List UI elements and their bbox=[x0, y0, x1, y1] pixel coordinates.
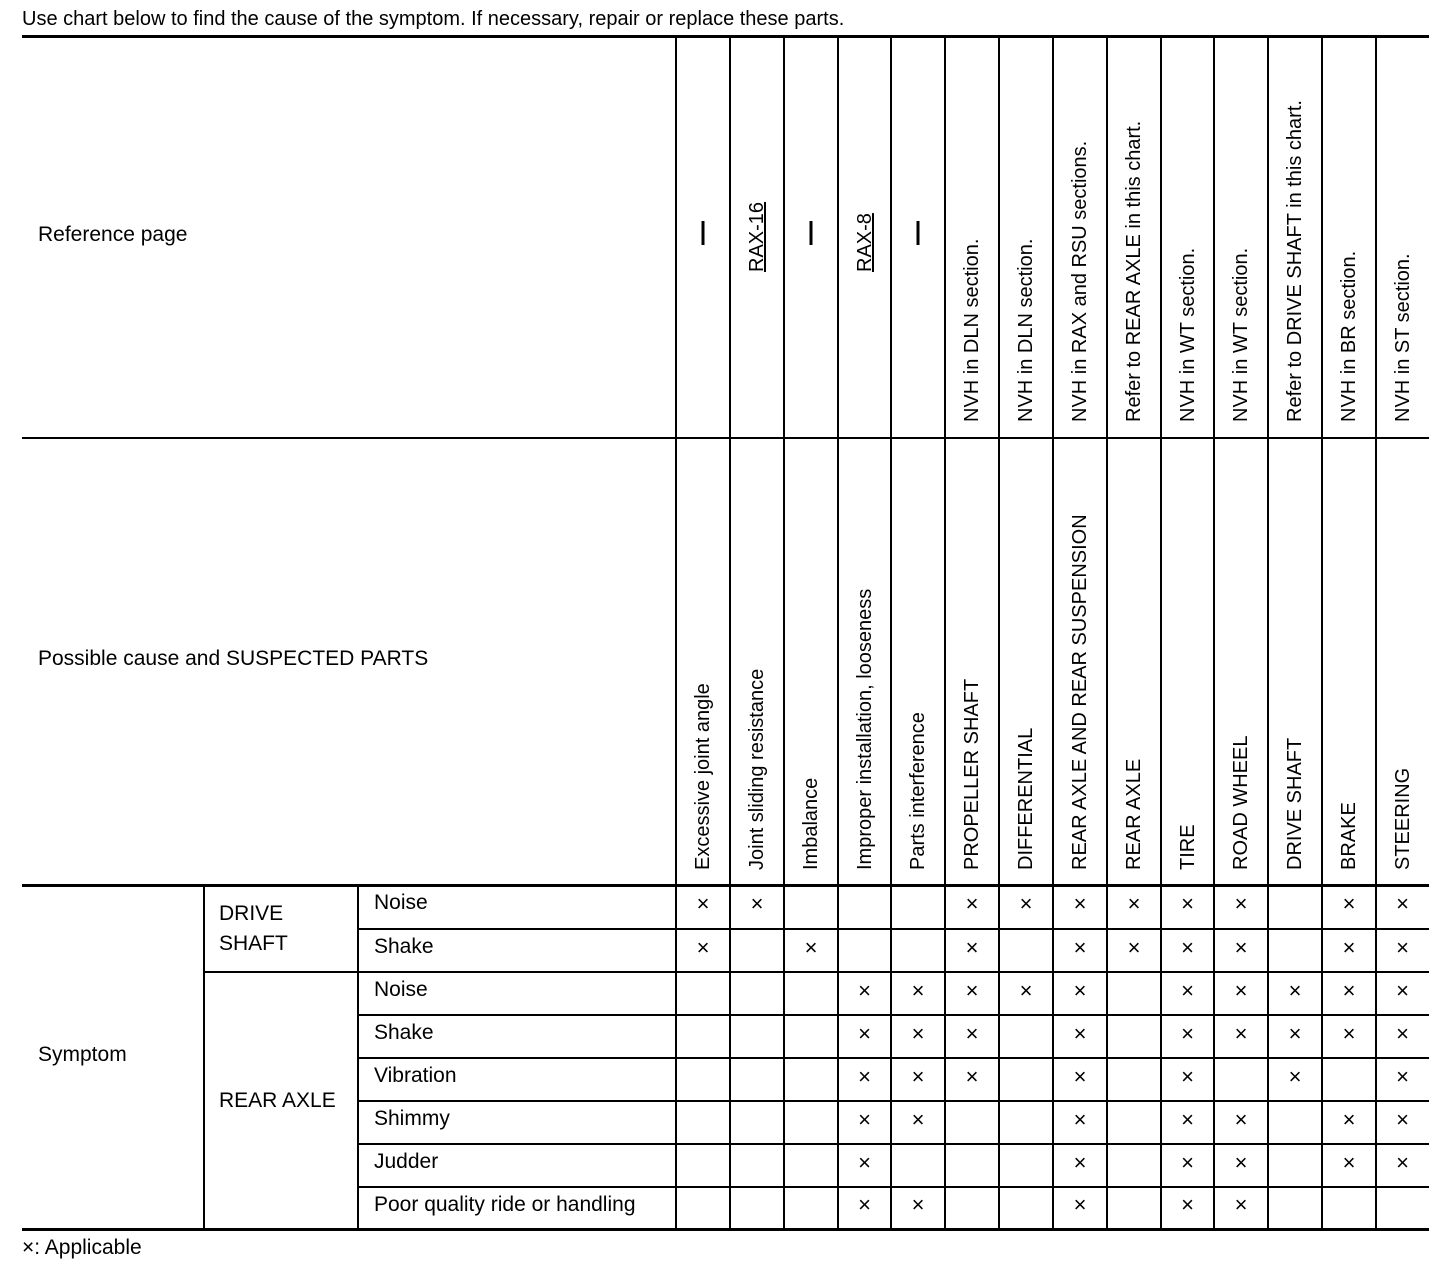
column-rule bbox=[890, 36, 892, 1229]
reference-text: NVH in ST section. bbox=[1391, 253, 1414, 422]
cause-text: Parts interference bbox=[907, 712, 929, 870]
applicable-mark: × bbox=[1073, 1149, 1087, 1175]
applicable-mark: × bbox=[1181, 1063, 1194, 1089]
cause-text: TIRE bbox=[1176, 824, 1199, 870]
applicable-mark: × bbox=[1288, 977, 1302, 1003]
applicable-mark: × bbox=[1181, 1020, 1194, 1046]
applicable-mark: × bbox=[1181, 1191, 1194, 1217]
applicable-mark: × bbox=[1342, 934, 1356, 960]
column-rule bbox=[1106, 36, 1108, 1229]
applicable-mark: × bbox=[911, 1063, 925, 1089]
applicable-mark: × bbox=[858, 1063, 871, 1089]
applicable-mark: × bbox=[911, 977, 925, 1003]
symptom-row-label: Noise bbox=[374, 978, 428, 1001]
applicable-mark: × bbox=[1073, 1191, 1087, 1217]
applicable-mark: × bbox=[911, 1020, 925, 1046]
column-rule bbox=[998, 36, 1000, 1229]
applicable-mark: × bbox=[1073, 890, 1087, 916]
reference-text: NVH in DLN section. bbox=[961, 238, 983, 422]
applicable-mark: × bbox=[1019, 890, 1033, 916]
column-rule bbox=[1267, 36, 1269, 1229]
applicable-mark: × bbox=[696, 890, 710, 916]
applicable-mark: × bbox=[911, 1191, 925, 1217]
applicable-mark: × bbox=[1342, 890, 1356, 916]
applicable-mark: × bbox=[696, 934, 710, 960]
column-rule bbox=[1375, 36, 1377, 1229]
cause-text: PROPELLER SHAFT bbox=[961, 678, 983, 870]
applicable-mark: × bbox=[965, 977, 979, 1003]
reference-text: NVH in WT section. bbox=[1230, 247, 1252, 422]
applicable-mark: × bbox=[1181, 1149, 1194, 1175]
group-column-rule bbox=[203, 885, 205, 1229]
applicable-mark: × bbox=[1396, 934, 1409, 960]
applicable-mark: × bbox=[1181, 890, 1194, 916]
column-rule bbox=[783, 36, 785, 1229]
symptom-column-rule bbox=[357, 885, 359, 1229]
applicable-mark: × bbox=[1288, 1063, 1302, 1089]
cause-text: ROAD WHEEL bbox=[1230, 735, 1252, 870]
bottom-rule bbox=[22, 1228, 1429, 1231]
cause-text: REAR AXLE bbox=[1123, 758, 1145, 870]
symptom-group-label bbox=[219, 899, 288, 959]
applicable-mark: × bbox=[1396, 1020, 1409, 1046]
reference-dash bbox=[917, 221, 920, 245]
applicable-mark: × bbox=[1181, 1106, 1194, 1132]
applicable-mark: × bbox=[1127, 934, 1141, 960]
cause-text: STEERING bbox=[1391, 767, 1414, 870]
symptom-group-label bbox=[219, 1086, 336, 1116]
applicable-mark: × bbox=[1234, 934, 1248, 960]
applicable-mark: × bbox=[1342, 1020, 1356, 1046]
symptom-label: Symptom bbox=[38, 1043, 127, 1066]
cause-text: Improper installation, looseness bbox=[853, 588, 876, 870]
symptom-row-label: Shake bbox=[374, 1021, 434, 1044]
cause-text: DIFFERENTIAL bbox=[1015, 727, 1037, 870]
reference-text: Refer to REAR AXLE in this chart. bbox=[1123, 120, 1145, 422]
applicable-mark: × bbox=[1396, 890, 1409, 916]
column-rule bbox=[1160, 36, 1162, 1229]
symptom-row-label: Judder bbox=[374, 1150, 439, 1173]
applicable-mark: × bbox=[1396, 977, 1409, 1003]
reference-text: NVH in BR section. bbox=[1338, 250, 1360, 422]
applicable-mark: × bbox=[1181, 977, 1194, 1003]
applicable-mark: × bbox=[1288, 1020, 1302, 1046]
column-rule bbox=[675, 36, 677, 1229]
symptom-row-label: Poor quality ride or handling bbox=[374, 1193, 636, 1216]
reference-text: NVH in RAX and RSU sections. bbox=[1069, 140, 1091, 422]
applicable-mark: × bbox=[1234, 1106, 1248, 1132]
applicable-mark: × bbox=[1342, 1106, 1356, 1132]
column-rule bbox=[1213, 36, 1215, 1229]
applicable-mark: × bbox=[1019, 977, 1033, 1003]
applicable-mark: × bbox=[1234, 977, 1248, 1003]
applicable-mark: × bbox=[858, 1191, 871, 1217]
cause-text: DRIVE SHAFT bbox=[1284, 737, 1306, 870]
reference-link[interactable]: RAX-16 bbox=[746, 201, 768, 272]
symptom-group-label-line: SHAFT bbox=[219, 931, 288, 955]
applicable-mark: × bbox=[804, 934, 818, 960]
column-rule bbox=[729, 36, 731, 1229]
applicable-mark: × bbox=[1073, 977, 1087, 1003]
symptom-row-label: Vibration bbox=[374, 1064, 457, 1087]
applicable-mark: × bbox=[750, 890, 764, 916]
reference-dash bbox=[702, 221, 705, 245]
applicable-mark: × bbox=[1234, 1149, 1248, 1175]
cause-text: Excessive joint angle bbox=[692, 683, 714, 870]
cause-text: Imbalance bbox=[800, 777, 822, 870]
symptom-row-label: Noise bbox=[374, 891, 428, 914]
cause-text: Joint sliding resistance bbox=[746, 668, 768, 870]
symptom-row-label: Shimmy bbox=[374, 1107, 450, 1130]
applicable-mark: × bbox=[1396, 1149, 1409, 1175]
reference-row-rule bbox=[22, 437, 1429, 439]
reference-page-label: Reference page bbox=[38, 223, 188, 246]
applicable-mark: × bbox=[858, 1020, 871, 1046]
column-rule bbox=[1321, 36, 1323, 1229]
applicable-mark: × bbox=[1234, 1191, 1248, 1217]
applicable-mark: × bbox=[1073, 934, 1087, 960]
footnote: ×: Applicable bbox=[22, 1236, 142, 1259]
applicable-mark: × bbox=[1127, 890, 1141, 916]
symptom-group-label-line: REAR AXLE bbox=[219, 1088, 336, 1112]
applicable-mark: × bbox=[1234, 1020, 1248, 1046]
applicable-mark: × bbox=[1073, 1106, 1087, 1132]
applicable-mark: × bbox=[1342, 977, 1356, 1003]
intro-text: Use chart below to find the cause of the symptom. If necessary, repair or replace these parts. bbox=[22, 8, 845, 30]
reference-dash bbox=[810, 221, 813, 245]
symptom-group-label-line: DRIVE bbox=[219, 901, 284, 925]
reference-link[interactable]: RAX-8 bbox=[853, 213, 876, 272]
reference-text: NVH in WT section. bbox=[1176, 247, 1199, 422]
applicable-mark: × bbox=[858, 1149, 871, 1175]
applicable-mark: × bbox=[965, 1063, 979, 1089]
applicable-mark: × bbox=[1234, 890, 1248, 916]
reference-text: NVH in DLN section. bbox=[1015, 238, 1037, 422]
column-rule bbox=[1052, 36, 1054, 1229]
cause-text: BRAKE bbox=[1338, 802, 1360, 870]
applicable-mark: × bbox=[1073, 1063, 1087, 1089]
cause-text: REAR AXLE AND REAR SUSPENSION bbox=[1069, 514, 1091, 870]
applicable-mark: × bbox=[911, 1106, 925, 1132]
reference-text: Refer to DRIVE SHAFT in this chart. bbox=[1284, 100, 1306, 422]
applicable-mark: × bbox=[1396, 1106, 1409, 1132]
applicable-mark: × bbox=[965, 1020, 979, 1046]
header-bottom-rule bbox=[22, 884, 1429, 887]
symptom-row-label: Shake bbox=[374, 935, 434, 958]
applicable-mark: × bbox=[1073, 1020, 1087, 1046]
applicable-mark: × bbox=[1181, 934, 1194, 960]
column-rule bbox=[944, 36, 946, 1229]
applicable-mark: × bbox=[858, 1106, 871, 1132]
column-rule bbox=[837, 36, 839, 1229]
applicable-mark: × bbox=[965, 890, 979, 916]
applicable-mark: × bbox=[965, 934, 979, 960]
top-rule bbox=[22, 35, 1429, 38]
applicable-mark: × bbox=[858, 977, 871, 1003]
applicable-mark: × bbox=[1396, 1063, 1409, 1089]
possible-cause-label: Possible cause and SUSPECTED PARTS bbox=[38, 647, 429, 670]
applicable-mark: × bbox=[1342, 1149, 1356, 1175]
group-divider bbox=[204, 971, 1429, 973]
